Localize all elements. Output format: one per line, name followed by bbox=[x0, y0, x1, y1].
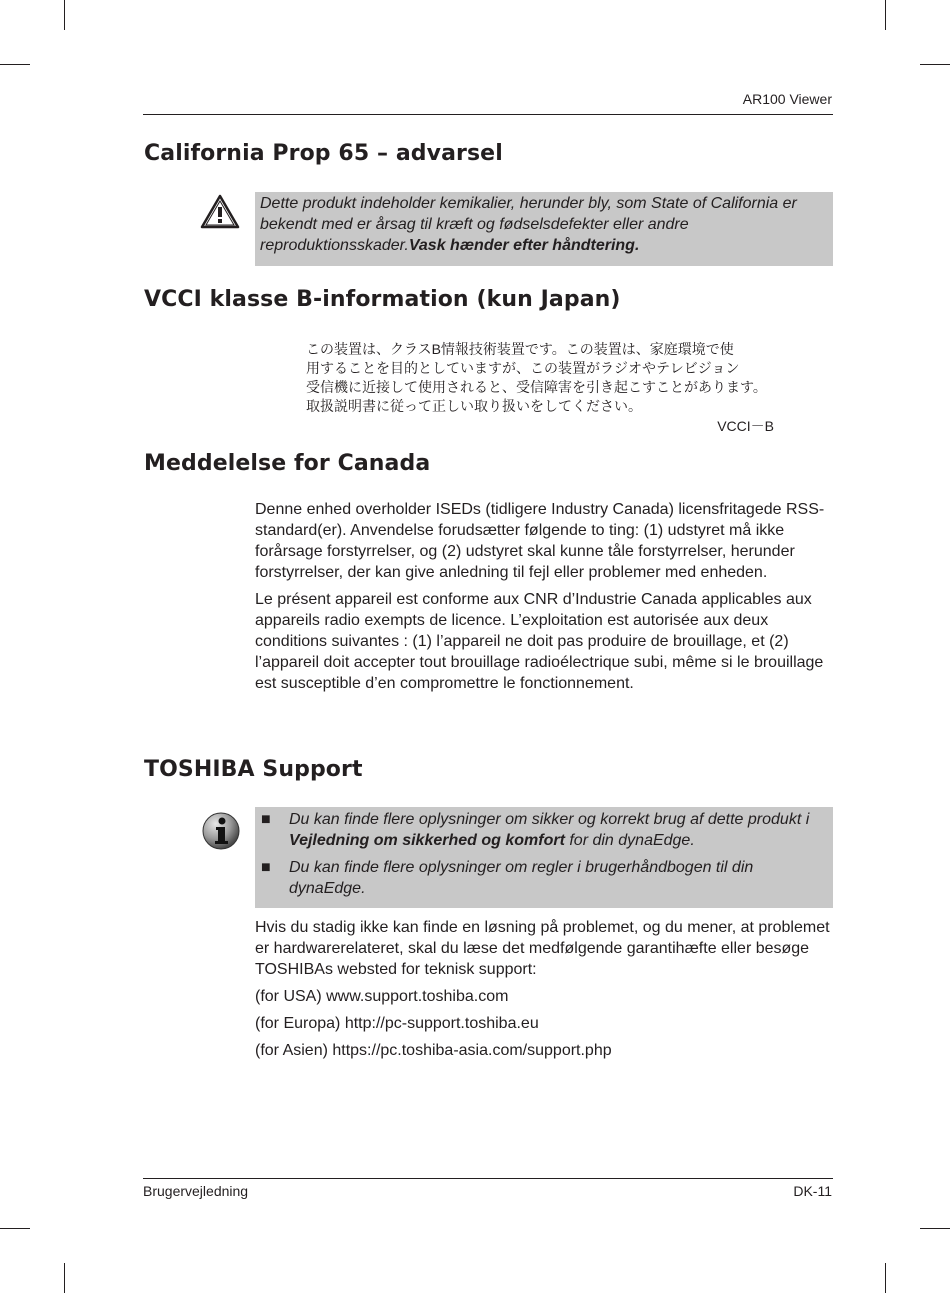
vcci-code: VCCI－B bbox=[717, 418, 774, 434]
prop65-warning-bold: Vask hænder efter håndtering. bbox=[408, 237, 640, 254]
crop-mark bbox=[920, 1228, 950, 1229]
crop-mark bbox=[0, 1228, 30, 1229]
support-bullet-1-text: Du kan finde flere oplysninger om sikker og korrekt brug af dette produkt i bbox=[289, 811, 810, 828]
info-icon bbox=[201, 811, 241, 851]
support-bullet-2: Du kan finde flere oplysninger om regler i brugerhåndbogen til din dynaEdge. bbox=[289, 859, 754, 897]
crop-mark bbox=[885, 0, 886, 30]
section-heading-support: TOSHIBA Support bbox=[144, 757, 363, 782]
crop-mark bbox=[920, 64, 950, 65]
footer-manual-name: Brugervejledning bbox=[143, 1183, 249, 1199]
support-link-asia: (for Asien) https://pc.toshiba-asia.com/support.php bbox=[255, 1042, 612, 1059]
jp-line: 用することを目的としていますが、この装置がラジオやテレビジョン bbox=[306, 360, 740, 376]
bullet-square: ■ bbox=[261, 859, 271, 876]
safety-guide-title: Vejledning om sikkerhed og komfort bbox=[289, 832, 565, 849]
header-rule bbox=[143, 114, 833, 115]
canada-paragraph-french: Le présent appareil est conforme aux CNR d’Industrie Canada applicables aux appareils radio exempts de licence. L’exploitation est autorisée aux deux conditions suivantes : (1) l’appareil ne doit pas produire de brouillage, et (2) l’appareil doit accepter tout brouillage radioélectrique subi, même si le brouillage est susceptible d’en compromettre le fonctionnement. bbox=[255, 591, 824, 692]
vcci-japanese-text bbox=[306, 340, 776, 416]
canada-notice bbox=[255, 499, 835, 700]
section-heading-vcci: VCCI klasse B-information (kun Japan) bbox=[144, 287, 621, 312]
jp-line: 受信機に近接して使用されると、受信障害を引き起こすことがあります。 bbox=[306, 379, 767, 395]
prop65-warning-text: Dette produkt indeholder kemikalier, herunder bly, som State of California er bekendt med er årsag til kræft og fødselsdefekter eller andre reproduktionsskader. bbox=[260, 195, 797, 254]
support-info-box bbox=[255, 807, 833, 908]
footer-rule bbox=[143, 1178, 833, 1179]
page-number: DK-11 bbox=[793, 1183, 832, 1199]
support-link-europe: (for Europa) http://pc-support.toshiba.eu bbox=[255, 1015, 539, 1032]
list-item bbox=[255, 809, 825, 851]
warning-triangle-icon bbox=[200, 194, 240, 230]
canada-paragraph-danish: Denne enhed overholder ISEDs (tidligere Industry Canada) licensfritagede RSS-standard(er). Anvendelse forudsætter følgende to ting: (1) udstyret må ikke forårsage forstyrrelser, og (2) udstyret skal kunne tåle forstyrrelser, herunder forstyrrelser, der kan give anledning til fejl eller problemer med enheden. bbox=[255, 501, 825, 581]
jp-line: この装置は、クラスB情報技術装置です。この装置は、家庭環境で使 bbox=[306, 341, 734, 357]
support-text bbox=[255, 917, 835, 1067]
list-item bbox=[255, 857, 825, 899]
crop-mark bbox=[0, 64, 30, 65]
crop-mark bbox=[64, 1263, 65, 1293]
prop65-warning-box bbox=[255, 192, 833, 266]
section-heading-canada: Meddelelse for Canada bbox=[144, 451, 431, 476]
crop-mark bbox=[885, 1263, 886, 1293]
section-heading-prop65: California Prop 65 – advarsel bbox=[144, 141, 503, 166]
support-link-usa: (for USA) www.support.toshiba.com bbox=[255, 988, 509, 1005]
support-bullet-1-suffix: for din dynaEdge. bbox=[564, 832, 695, 849]
crop-mark bbox=[64, 0, 65, 30]
bullet-square: ■ bbox=[261, 811, 271, 828]
running-header: AR100 Viewer bbox=[742, 91, 832, 107]
jp-line: 取扱説明書に従って正しい取り扱いをしてください。 bbox=[306, 398, 642, 414]
support-intro: Hvis du stadig ikke kan finde en løsning på problemet, og du mener, at problemet er hardwarerelateret, skal du læse det medfølgende garantihæfte eller besøge TOSHIBAs websted for teknisk support: bbox=[255, 919, 830, 978]
support-bullet-1 bbox=[289, 809, 825, 851]
